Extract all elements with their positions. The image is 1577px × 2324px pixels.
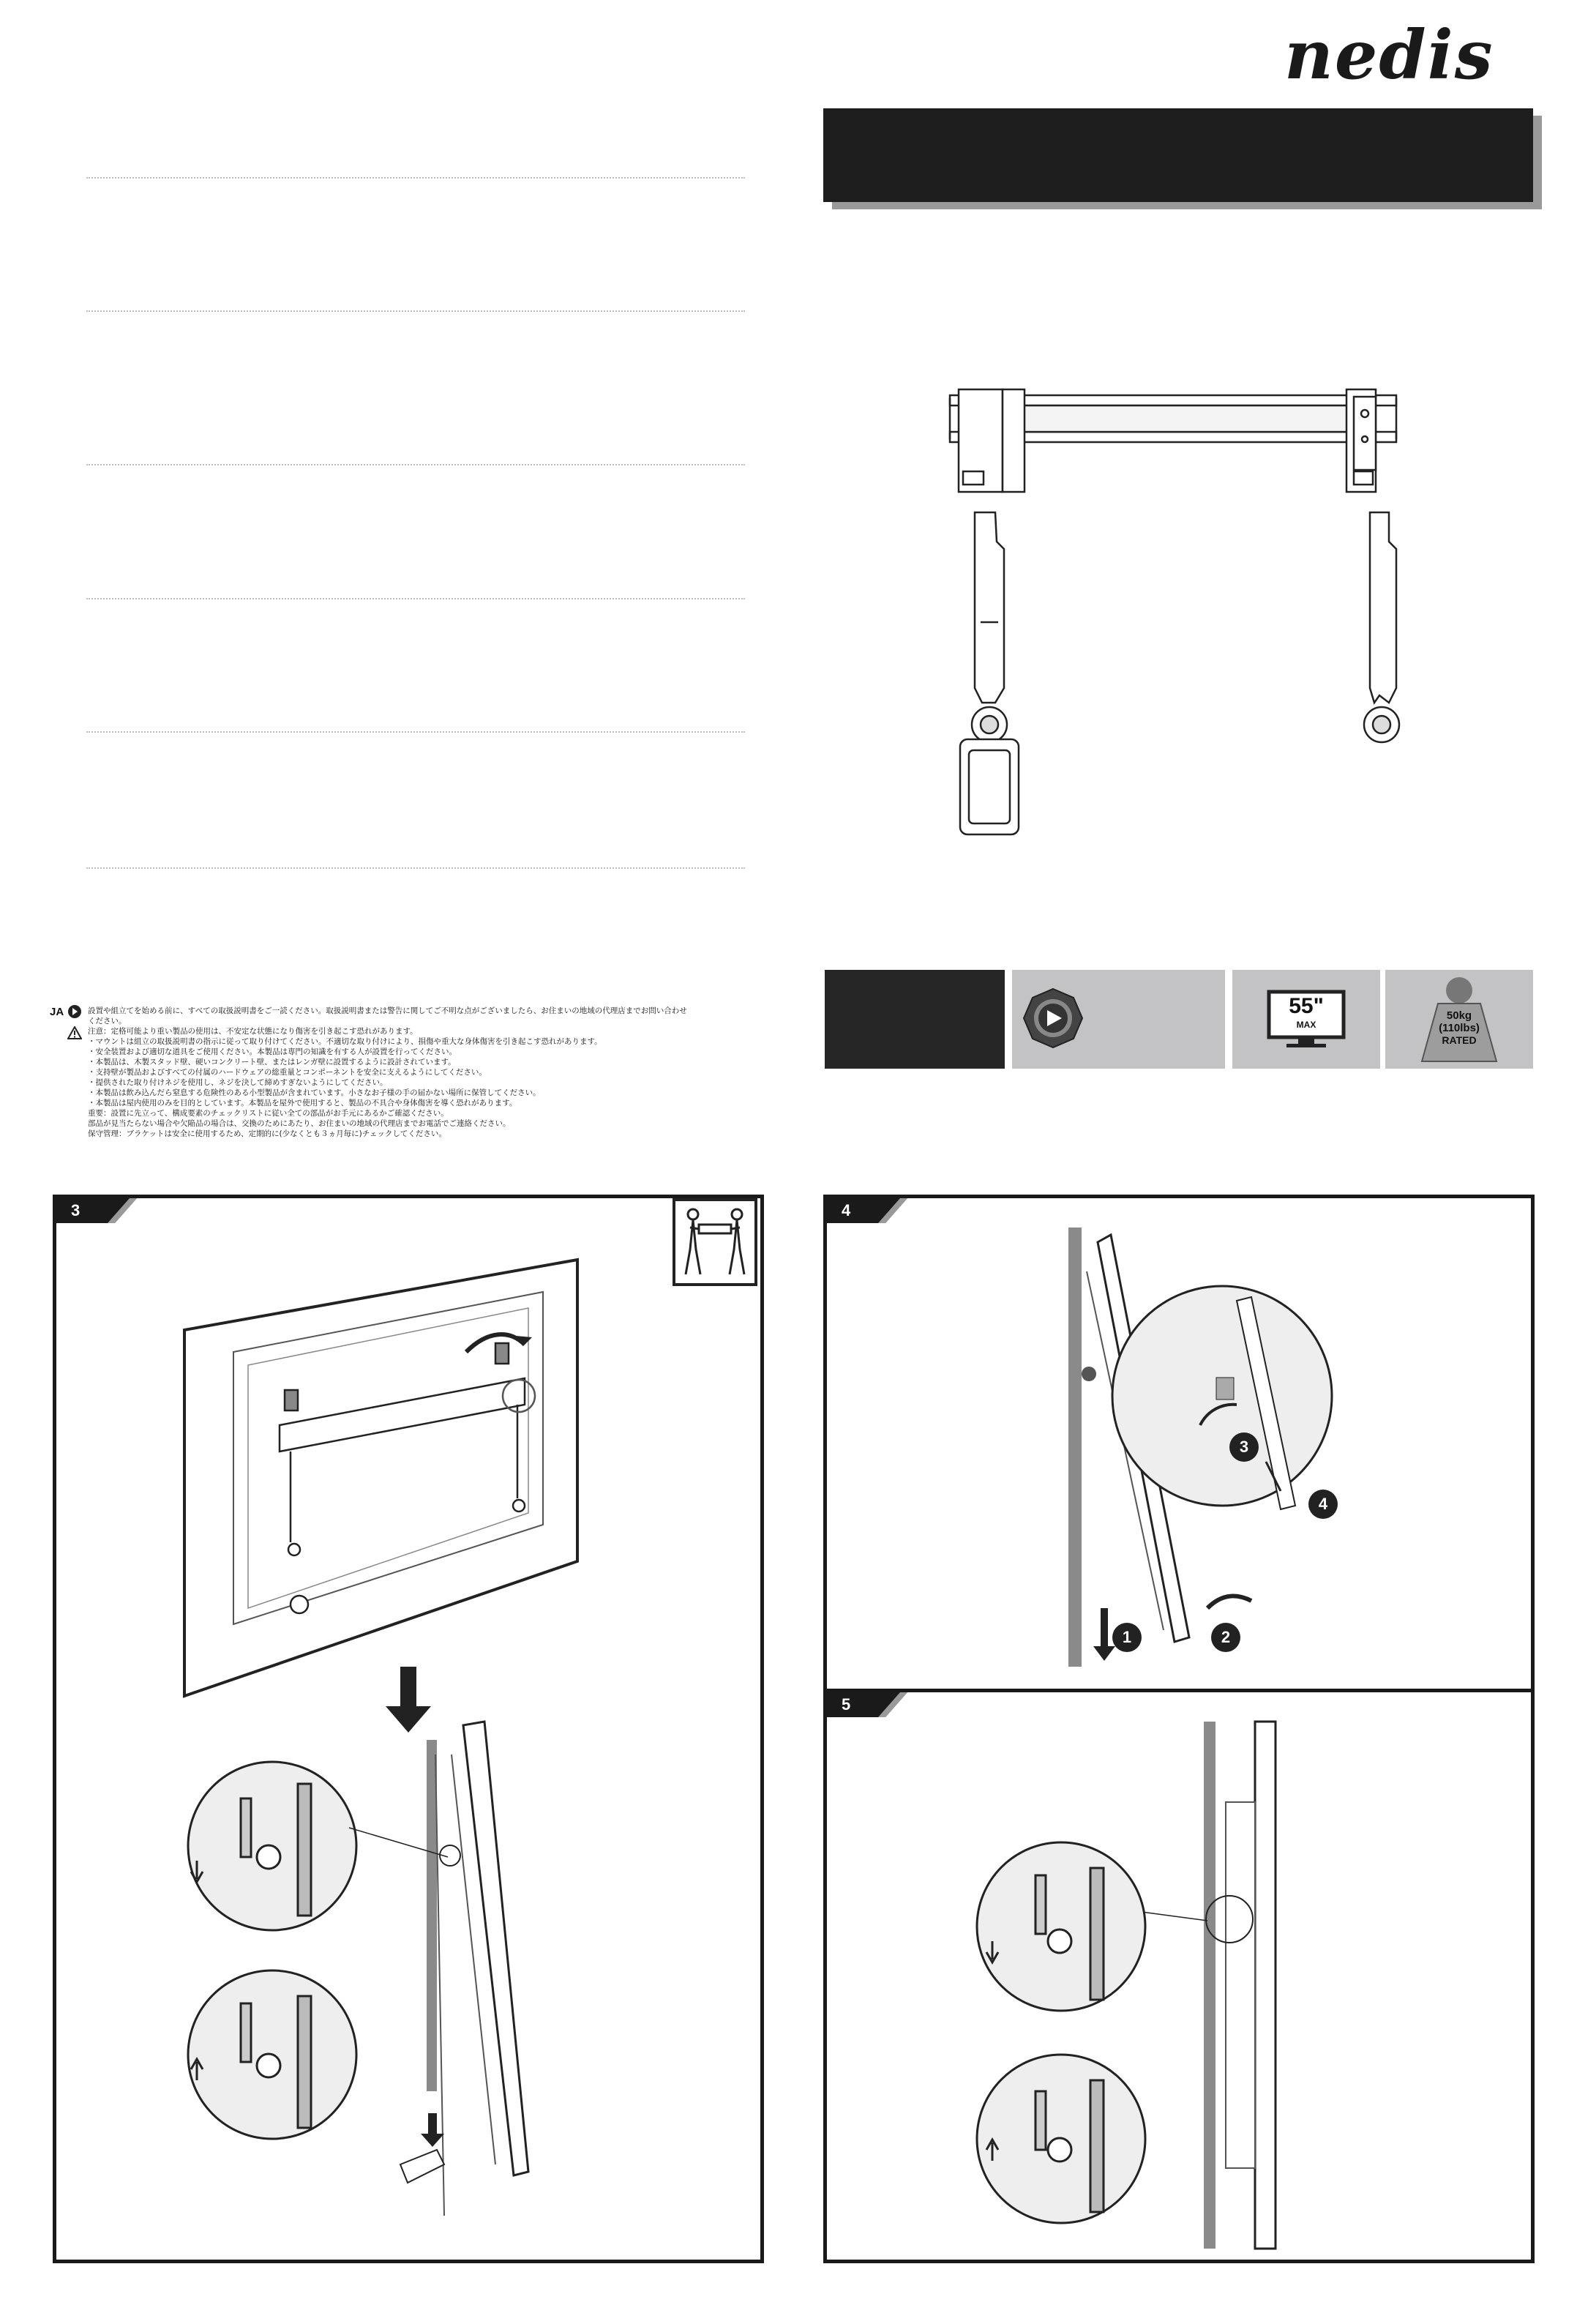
callout-1: 1: [1122, 1628, 1132, 1646]
callout-2: 2: [1221, 1628, 1231, 1646]
warning-line: 注意：定格可能より重い製品の使用は、不安定な状態になり傷害を引き起こす恐れがあります。: [88, 1027, 418, 1036]
callout-4: 4: [1318, 1495, 1328, 1513]
weight-lbs: (110lbs): [1439, 1022, 1480, 1034]
title-bar: [823, 108, 1533, 202]
weight-kg: 50kg: [1446, 1009, 1472, 1022]
step-3-panel: [53, 1195, 764, 2263]
divider-rule: [86, 598, 745, 599]
spec-box-install: [1012, 970, 1225, 1069]
spec-dark-box: [825, 970, 1005, 1069]
step-number: 4: [842, 1201, 851, 1219]
warning-line: ・本製品は屋内使用のみを目的としています。本製品を屋外で使用すると、製品の不具合や身体傷害を導く恐れがあります。: [88, 1099, 517, 1107]
callout-3: 3: [1239, 1438, 1249, 1456]
warning-line: 部品が見当たらない場合や欠陥品の場合は、交換のためにあたり、お住まいの地域の代理店までお電話でご連絡ください。: [88, 1119, 511, 1128]
spec-box-screen-size: [1232, 970, 1380, 1069]
divider-rule: [86, 310, 745, 312]
weight-caption: RATED: [1442, 1034, 1477, 1046]
info-icon: [67, 1004, 82, 1019]
warning-line: 設置や組立てを始める前に、すべての取扱説明書をご一読ください。取扱説明書または警告に関してご不明な点がございましたら、お住まいの地域の代理店までお問い合わせ: [88, 1006, 687, 1015]
step-3-illustration: [56, 1198, 760, 2260]
step-number: 5: [842, 1695, 851, 1714]
warning-line: ・本製品は、木製スタッド壁、硬いコンクリート壁、またはレンガ壁に設置するように設計されています。: [88, 1058, 456, 1066]
warning-line: 保守管理：ブラケットは安全に使用するため、定期的に(少なくとも３ヵ月毎に)チェックしてください。: [88, 1129, 446, 1138]
brand-logo: nedis: [1284, 15, 1494, 94]
divider-rule: [86, 464, 745, 466]
step-4-panel: [823, 1195, 1535, 1692]
step-5-panel: [823, 1689, 1535, 2263]
screen-size-caption: MAX: [1296, 1020, 1316, 1030]
warning-line: ・本製品は飲み込んだら窒息する危険性のある小型製品が含まれています。小さなお子様の手の届かない場所に保管してください。: [88, 1088, 541, 1097]
warning-line: 重要：設置に先立って、構成要素のチェックリストに従い全ての部品がお手元にあるかご確認ください。: [88, 1109, 449, 1118]
step-5-illustration: [827, 1692, 1531, 2260]
seal-icon: [1012, 970, 1225, 1069]
warning-line: ・支持壁が製品およびすべての付属のハードウェアの総重量とコンポーネントを安全に支えるようにしてください。: [88, 1068, 487, 1077]
divider-rule: [86, 731, 745, 733]
step-number: 3: [71, 1201, 80, 1219]
warning-line: ・マウントは組立の取扱説明書の指示に従って取り付けてください。不適切な取り付けにより、損傷や重大な身体傷害を引き起こす恐れがあります。: [88, 1037, 602, 1046]
step-4-illustration: [827, 1198, 1531, 1689]
spec-box-weight: [1385, 970, 1533, 1069]
warning-line: ください。: [88, 1017, 127, 1025]
screen-size-value: 55": [1289, 994, 1324, 1018]
warning-line: ・安全装置および適切な道具をご使用ください。本製品は専門の知識を有する人が設置を行ってください。: [88, 1047, 457, 1056]
bracket-parts-illustration: [937, 381, 1420, 842]
warning-icon: [67, 1026, 82, 1039]
japanese-warning-block: [50, 1006, 752, 1145]
divider-rule: [86, 867, 745, 869]
warning-line: ・提供された取り付けネジを使用し、ネジを決して締めすぎないようにしてください。: [88, 1078, 388, 1087]
divider-rule: [86, 177, 745, 179]
language-tag: JA: [50, 1006, 64, 1018]
